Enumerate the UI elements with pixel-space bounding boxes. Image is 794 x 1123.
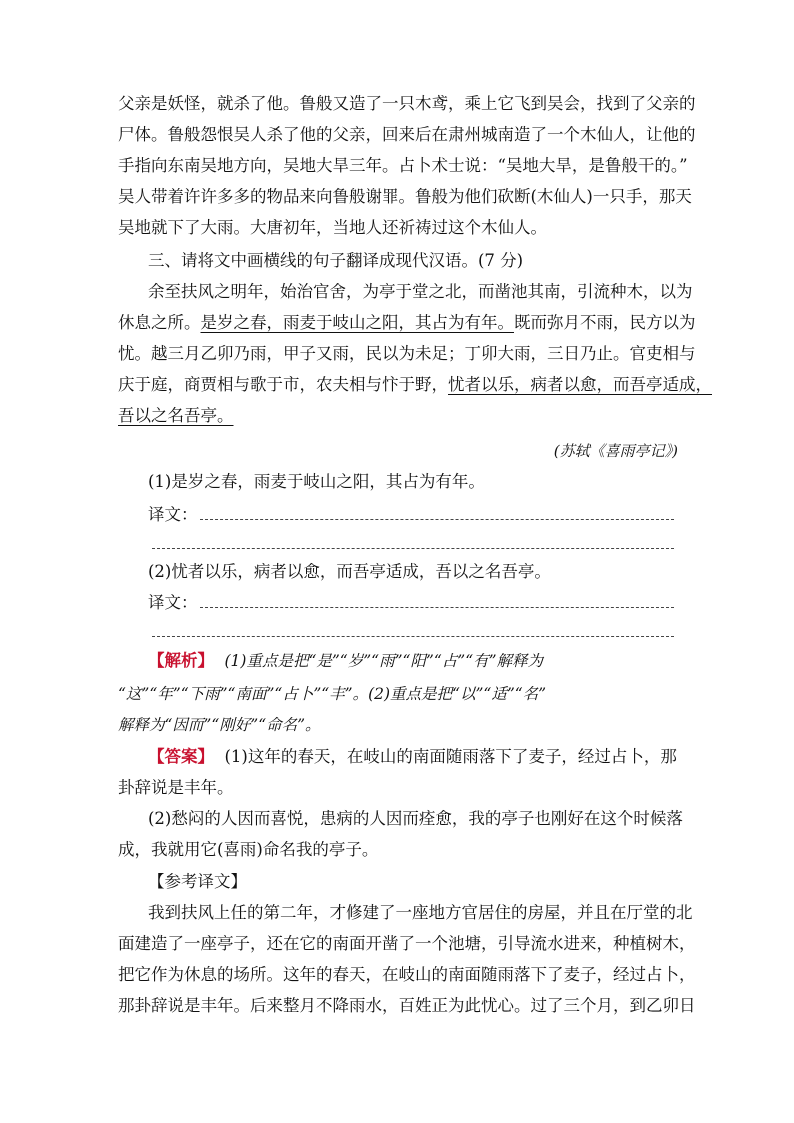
- analysis-line-3: 解释为“因而”“刚好”“命名”。: [118, 716, 321, 734]
- passage-line-5: [118, 405, 234, 427]
- reference-line-2: 面建造了一座亭子，还在它的南面开凿了一个池塘，引导流水进来，种植树木，: [118, 934, 696, 953]
- story-line-3: 手指向东南吴地方向，吴地大旱三年。占卜术士说：“吴地大旱，是鲁般干的。”: [118, 156, 688, 175]
- analysis-tag: 【解析】: [148, 651, 214, 670]
- answer-blank-1a[interactable]: [200, 519, 674, 520]
- reference-line-4: 那卦辞说是丰年。后来整月不降雨水，百姓正为此忧心。过了三个月，到乙卯日: [118, 996, 696, 1015]
- reference-line-3: 把它作为休息的场所。这年的春天，在岐山的南面随雨落下了麦子，经过占卜，: [118, 965, 696, 984]
- underlined-sentence-2: 忧者以乐，病者以愈，而吾亭适成，: [448, 375, 712, 394]
- reference-line-1: 我到扶风上任的第二年，才修建了一座地方官居住的房屋，并且在厅堂的北: [148, 903, 693, 922]
- answer-text: (1)这年的春天，在岐山的南面随雨落下了麦子，经过占卜，那: [224, 747, 677, 766]
- story-line-4: 吴人带着许许多多的物品来向鲁般谢罪。鲁般为他们砍断(木仙人)一只手，那天: [118, 187, 692, 206]
- answer-line-1: [148, 746, 677, 768]
- story-line-2: 尸体。鲁般怨恨吴人杀了他的父亲，回来后在肃州城南造了一个木仙人，让他的: [118, 125, 696, 144]
- analysis-text: (1)重点是把“是”“岁”“雨”“阳”“占”“有”解释为: [224, 652, 544, 670]
- passage-text: 庆于庭，商贾相与歌于市，农夫相与忭于野，: [118, 375, 448, 394]
- passage-line-3: 忧。越三月乙卯乃雨，甲子又雨，民以为未足；丁卯大雨，三日乃止。官吏相与: [118, 344, 696, 363]
- analysis-line-1: [148, 650, 543, 672]
- question-2: (2)忧者以乐，病者以愈，而吾亭适成，吾以之名吾亭。: [148, 562, 551, 581]
- passage-text: 既而弥月不雨，民方以为: [514, 313, 696, 332]
- passage-line-2: [118, 312, 696, 334]
- answer-tag: 【答案】: [148, 747, 214, 766]
- underlined-sentence-2-end: 吾以之名吾亭。: [118, 406, 234, 425]
- translation-label-2: 译文：: [148, 593, 198, 612]
- story-line-5: 吴地就下了大雨。大唐初年，当地人还祈祷过这个木仙人。: [118, 218, 547, 237]
- passage-line-1: 余至扶风之明年，始治官舍，为亭于堂之北，而凿池其南，引流种木，以为: [148, 282, 693, 301]
- question-1: (1)是岁之春，雨麦于岐山之阳，其占为有年。: [148, 472, 485, 491]
- underlined-sentence-1: 是岁之春，雨麦于岐山之阳，其占为有年。: [200, 313, 514, 332]
- answer-blank-1b[interactable]: [152, 548, 674, 549]
- answer-blank-2b[interactable]: [152, 636, 674, 637]
- section-heading: 三、请将文中画横线的句子翻译成现代汉语。(7 分): [148, 251, 524, 270]
- passage-source: (苏轼《喜雨亭记》): [553, 442, 678, 460]
- answer-line-2: 卦辞说是丰年。: [118, 778, 234, 797]
- answer-line-4: 成，我就用它(喜雨)命名我的亭子。: [118, 840, 379, 859]
- answer-line-3: (2)愁闷的人因而喜悦，患病的人因而痊愈，我的亭子也刚好在这个时候落: [148, 809, 683, 828]
- reference-tag: 【参考译文】: [148, 872, 247, 891]
- analysis-line-2: “这”“年”“下雨”“南面”“占卜”“丰”。(2)重点是把“以”“适”“名”: [118, 685, 547, 703]
- answer-blank-2a[interactable]: [200, 607, 674, 608]
- translation-label-1: 译文：: [148, 505, 198, 524]
- story-line-1: 父亲是妖怪，就杀了他。鲁般又造了一只木鸢，乘上它飞到吴会，找到了父亲的: [118, 94, 696, 113]
- passage-line-4: [118, 374, 712, 396]
- passage-text: 休息之所。: [118, 313, 201, 332]
